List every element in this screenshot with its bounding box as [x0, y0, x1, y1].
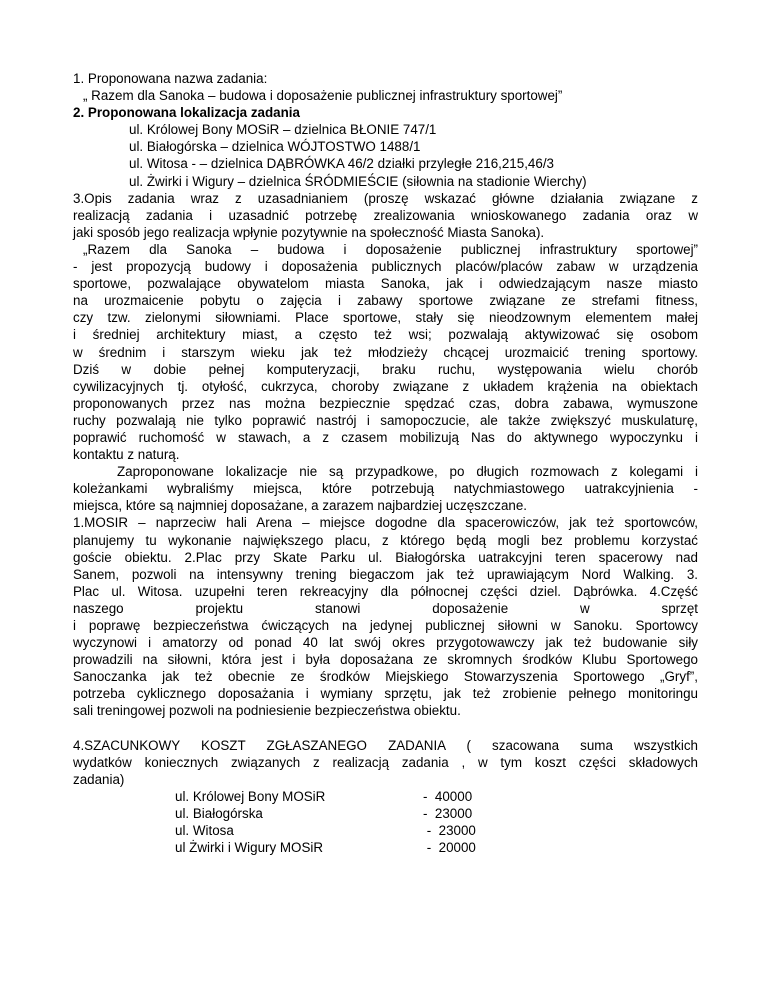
document-page [73, 70, 698, 856]
paragraph-line: poprawić ruchomość w stawach, a z czasem mobilizują Nas do aktywnego wypoczynku i [73, 429, 698, 445]
heading-line: jaki sposób jego realizacja wpłynie pozytywnie na społeczność Miasta Sanoka). [73, 224, 545, 240]
cost-row [175, 805, 476, 822]
location-item: ul. Królowej Bony MOSiR – dzielnica BŁONIE 747/1 [129, 122, 437, 138]
paragraph-line: kontaktu z naturą. [73, 447, 180, 463]
paragraph-line: sali treningowej pozwoli na podniesienie bezpieczeństwa obiektu. [73, 703, 461, 719]
cost-name: ul Żwirki i Wigury MOSiR [175, 840, 324, 856]
cost-row [175, 839, 476, 856]
paragraph-line: miejsca, które są najmniej doposażane, a zarazem najbardziej uczęszczane. [73, 498, 528, 514]
paragraph-line: Zaproponowane lokalizacje nie są przypadkowe, po długich rozmowach z kolegami i [117, 464, 698, 480]
spacer [73, 720, 698, 737]
paragraph-line: Sanem, pozwoli na intensywny trening biegaczom jak też uprawiającym Nord Walking. 3. [73, 566, 698, 582]
section-3-heading [73, 190, 698, 241]
paragraph-line: ruchy pozwalają nie tylko poprawić nastrój i samopoczucie, ale także zwiększyć muskulaturę, [73, 412, 698, 428]
paragraph-line: w średnim i starszym wieku jak też młodzieży chcącej urozmaicić trening sportowy. [73, 344, 698, 360]
paragraph-line: goście obiektu. 2.Plac przy Skate Parku ul. Białogórska uatrakcyjni teren spacerowy nad [73, 549, 698, 565]
paragraph-line: i poprawę bezpieczeństwa ćwiczących na jedynej publicznej siłowni w Sanoku. Sportowcy [73, 618, 698, 633]
cost-table [175, 788, 476, 856]
paragraph-line: i średniej architektury miast, a często też wsi; pozwalają aktywizować się osobom [73, 327, 698, 343]
cost-row [175, 822, 476, 839]
paragraph-line: Plac ul. Witosa. uzupełni teren rekreacyjny dla północnej części dziel. Dąbrówka. 4.Część [73, 583, 698, 599]
cost-amount: - 20000 [423, 840, 476, 856]
location-item: ul. Żwirki i Wigury – dzielnica ŚRÓDMIEŚCIE (siłownia na stadionie Wierchy) [129, 173, 587, 189]
task-title: „ Razem dla Sanoka – budowa i doposażenie publicznej infrastruktury sportowej” [83, 88, 563, 104]
heading-line: wydatków koniecznych związanych z realizacją zadania , w tym koszt części składowych [73, 754, 698, 770]
heading-line: zadania) [73, 771, 125, 787]
location-item: ul. Białogórska – dzielnica WÓJTOSTWO 1488/1 [129, 139, 421, 155]
cost-row [175, 788, 476, 805]
paragraph-line: prowadzili na siłowni, która jest i była doposażana ze skromnych środków Klubu Sportowego [73, 652, 698, 668]
paragraph-line: naszego projektu stanowi doposażenie w sprzęt [73, 600, 698, 616]
paragraph-line: koleżankami wybraliśmy miejsca, które potrzebują natychmiastowego uatrakcyjnienia - [73, 481, 698, 497]
section-2-heading: 2. Proponowana lokalizacja zadania [73, 105, 300, 121]
paragraph-line: proponowanych przez nas można bezpiecznie spędzać czas, dobra zabawa, wymuszone [73, 395, 698, 411]
paragraph-line: - jest propozycją budowy i doposażenia publicznych placów/placów zabaw w urządzenia [73, 259, 698, 275]
location-item: ul. Witosa - – dzielnica DĄBRÓWKA 46/2 działki przyległe 216,215,46/3 [129, 156, 554, 172]
paragraph-line: na urozmaicenie pobytu o zajęcia i zabawy sportowe związane ze strefami fitness, [73, 293, 698, 309]
paragraph-line: planujemy tu wykonanie największego placu, z którego będą mogli bez problemu korzystać [73, 532, 698, 548]
paragraph-line: wyczynowi i amatorzy od ponad 40 lat swój okres przygotowawczy jak też budowanie siły [73, 635, 698, 651]
paragraph-line: cywilizacyjnych tj. otyłość, cukrzyca, choroby związane z układem krążenia na obiektach [73, 378, 698, 394]
cost-amount: - 40000 [423, 788, 473, 804]
cost-amount: - 23000 [423, 823, 476, 839]
paragraph-line: Sanoczanka jak też obecnie ze środków Miejskiego Stowarzyszenia Sportowego „Gryf”, [73, 669, 698, 685]
paragraph-line: czy tzw. zielonymi siłowniami. Place sportowe, stały się nieodzownym elementem małej [73, 310, 698, 326]
cost-amount: - 23000 [423, 805, 473, 821]
cost-name: ul. Witosa [175, 823, 234, 839]
paragraph-locations [73, 463, 698, 514]
cost-name: ul. Białogórska [175, 805, 263, 821]
cost-name: ul. Królowej Bony MOSiR [175, 788, 326, 804]
paragraph-description [73, 241, 698, 463]
heading-line: 3.Opis zadania wraz z uzasadnianiem (proszę wskazać główne działania związane z [73, 190, 698, 206]
paragraph-details [73, 514, 698, 719]
section-4-heading [73, 737, 698, 788]
section-1-heading: 1. Proponowana nazwa zadania: [73, 71, 268, 86]
heading-line: realizacją zadania i uzasadnić potrzebę zrealizowania wnioskowanego zadania oraz w [73, 207, 698, 223]
paragraph-line: potrzeba cyklicznego doposażania i wymiany sprzętu, jak też zrobienie pełnego monitoringu [73, 686, 698, 702]
paragraph-line: sportowe, pozwalające obywatelom miasta Sanoka, jak i odwiedzającym nasze miasto [73, 276, 698, 292]
paragraph-line: Dziś w dobie pełnej komputeryzacji, braku ruchu, występowania wielu chorób [73, 361, 698, 377]
paragraph-line: „Razem dla Sanoka – budowa i doposażenie publicznej infrastruktury sportowej” [83, 241, 698, 257]
paragraph-line: 1.MOSIR – naprzeciw hali Arena – miejsce dogodne dla spacerowiczów, jak też sportowców, [73, 515, 698, 531]
heading-line: 4.SZACUNKOWY KOSZT ZGŁASZANEGO ZADANIA ( szacowana suma wszystkich [73, 737, 698, 753]
